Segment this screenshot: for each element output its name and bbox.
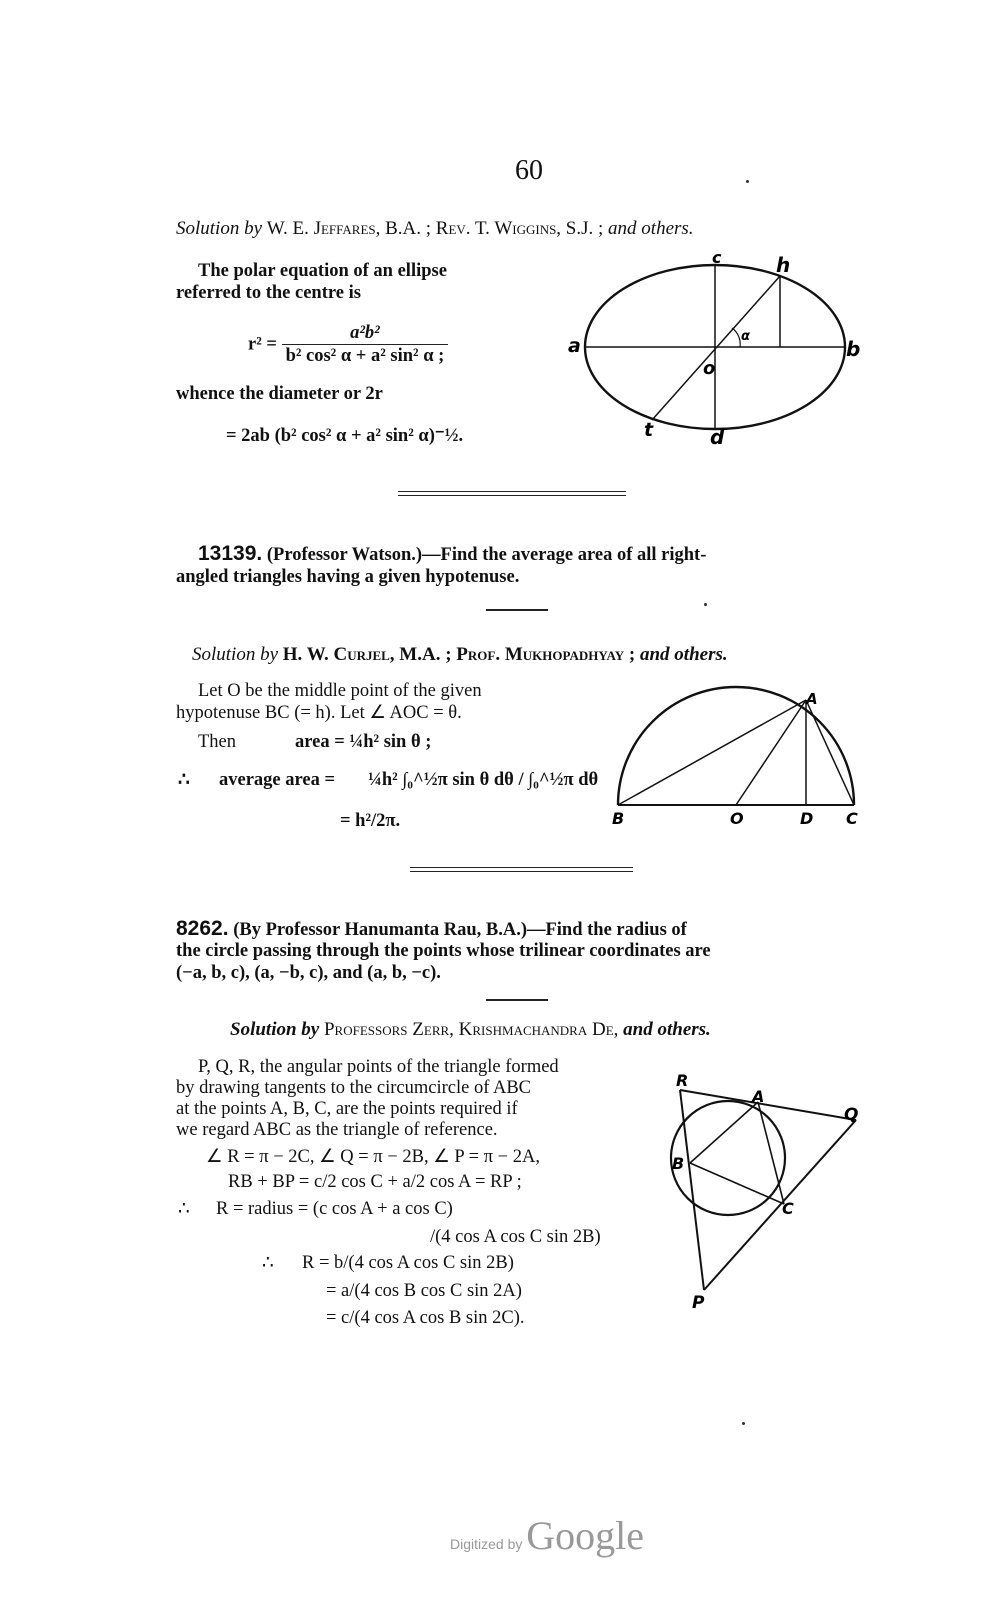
speck [746,180,749,183]
s1-equation [248,322,448,367]
side-ac [758,1102,784,1204]
eq-fraction [282,322,449,367]
ellipse-figure [560,250,860,450]
label-b: b [846,337,861,361]
speck [704,603,707,606]
s2-then: Then [198,732,237,752]
s1-equation-2: = 2ab (b² cos² α + a² sin² α)⁻½. [226,426,464,446]
s3-r-c: = c/(4 cos A cos B sin 2C). [326,1308,525,1328]
s3-r-b: R = b/(4 cos A cos C sin 2B) [302,1253,514,1273]
side-ac [806,700,854,805]
s3-radius-1: R = radius = (c cos A + a cos C) [216,1199,453,1219]
question-13139 [198,543,706,566]
semicircle-figure [610,680,870,830]
label-t: t [644,419,654,441]
label-A: A [806,690,818,708]
page-number: 60 [515,155,543,186]
digitized-label: Digitized by [450,1536,523,1552]
label-a: a [568,335,581,357]
label-alpha: α [741,329,750,344]
label-D: D [800,809,814,828]
angle-arc [732,328,740,347]
section-divider [398,491,626,496]
label-h: h [776,253,791,277]
s3-text-1: P, Q, R, the angular points of the triangle formed [198,1057,559,1077]
s2-result: = h²/2π. [340,811,401,831]
solution-header-1 [176,218,694,240]
s2-therefore: ∴ [178,770,190,790]
label-B: B [612,809,625,828]
label-d: d [710,425,725,449]
s3-therefore-1: ∴ [178,1199,190,1219]
s3-therefore-2: ∴ [262,1253,274,1273]
question-8262 [176,918,687,941]
solution-authors: H. W. Curjel, M.A. ; Prof. Mukhopadhyay ; [282,644,636,665]
s1-text-2: referred to the centre is [176,283,361,303]
question-13139-line-2: angled triangles having a given hypotenuse. [176,567,520,587]
s1-text-3: whence the diameter or 2r [176,384,383,404]
s2-text-1: Let O be the middle point of the given [198,681,482,701]
label-C: C [846,809,858,828]
s3-text-4: we regard ABC as the triangle of reference. [176,1120,498,1140]
s1-text-1: The polar equation of an ellipse [198,261,447,281]
label-O: O [730,809,744,828]
s3-text-2: by drawing tangents to the circumcircle of ABC [176,1078,532,1098]
section-divider [410,867,633,872]
label-R: R [676,1071,689,1090]
and-others: and others. [639,644,728,665]
s3-radius-2: /(4 cos A cos C sin 2B) [430,1227,601,1247]
s2-average-label: average area = [219,770,336,790]
solution-by-label: Solution by [176,218,263,239]
question-line-1: (By Professor Hanumanta Rau, B.A.)—Find the radius of [233,920,687,940]
solution-by-label: Solution by [230,1019,320,1040]
label-P: P [692,1293,705,1313]
solution-authors: Professors Zerr, Krishmachandra De, [323,1019,619,1040]
side-bc [690,1163,784,1204]
and-others: and others. [623,1019,711,1040]
eq-denominator: b² cos² α + a² sin² α ; [285,346,445,366]
side-ab [690,1102,758,1163]
short-divider [486,609,548,611]
digitized-footer [450,1512,644,1559]
side-ba [618,700,806,805]
solution-authors: W. E. Jeffares, B.A. ; Rev. T. Wiggins, S.J. ; [266,218,604,239]
label-A: A [752,1087,765,1106]
tangent-triangle-figure [668,1068,868,1318]
question-number: 8262. [176,917,229,940]
question-line-1: (Professor Watson.)—Find the average area of all right- [266,545,707,565]
s3-rb-bp: RB + BP = c/2 cos C + a/2 cos A = RP ; [228,1172,522,1192]
s3-r-a: = a/(4 cos B cos C sin 2A) [326,1281,522,1301]
s3-angles: ∠ R = π − 2C, ∠ Q = π − 2B, ∠ P = π − 2A, [206,1147,540,1167]
label-Q: Q [844,1105,859,1125]
label-c: c [712,248,722,267]
s2-average-expression: ¼h² ∫₀^½π sin θ dθ / ∫₀^½π dθ [368,770,599,790]
eq-lhs: r² = [248,334,277,355]
eq-numerator: a²b² [282,322,449,345]
label-C: C [782,1199,794,1218]
google-logo: Google [526,1513,645,1558]
and-others: and others. [608,218,694,239]
s2-area: area = ¼h² sin θ ; [295,732,432,752]
solution-by-label: Solution by [192,644,279,665]
solution-header-3 [230,1019,711,1041]
solution-header-2 [192,644,728,666]
label-o: o [703,358,716,379]
question-number: 13139. [198,542,263,565]
semicircle-arc [618,687,854,805]
line-ao [736,700,806,805]
tangent-rp [680,1090,704,1290]
speck [742,1422,745,1425]
short-divider [486,999,548,1001]
question-8262-line-2: the circle passing through the points whose trilinear coordinates are [176,941,711,961]
s3-text-3: at the points A, B, C, are the points required if [176,1099,518,1119]
s2-text-2: hypotenuse BC (= h). Let ∠ AOC = θ. [176,703,462,723]
diameter-line [652,276,780,420]
question-8262-line-3: (−a, b, c), (a, −b, c), and (a, b, −c). [176,963,441,983]
label-B: B [672,1154,685,1173]
tangent-qp [704,1120,856,1290]
